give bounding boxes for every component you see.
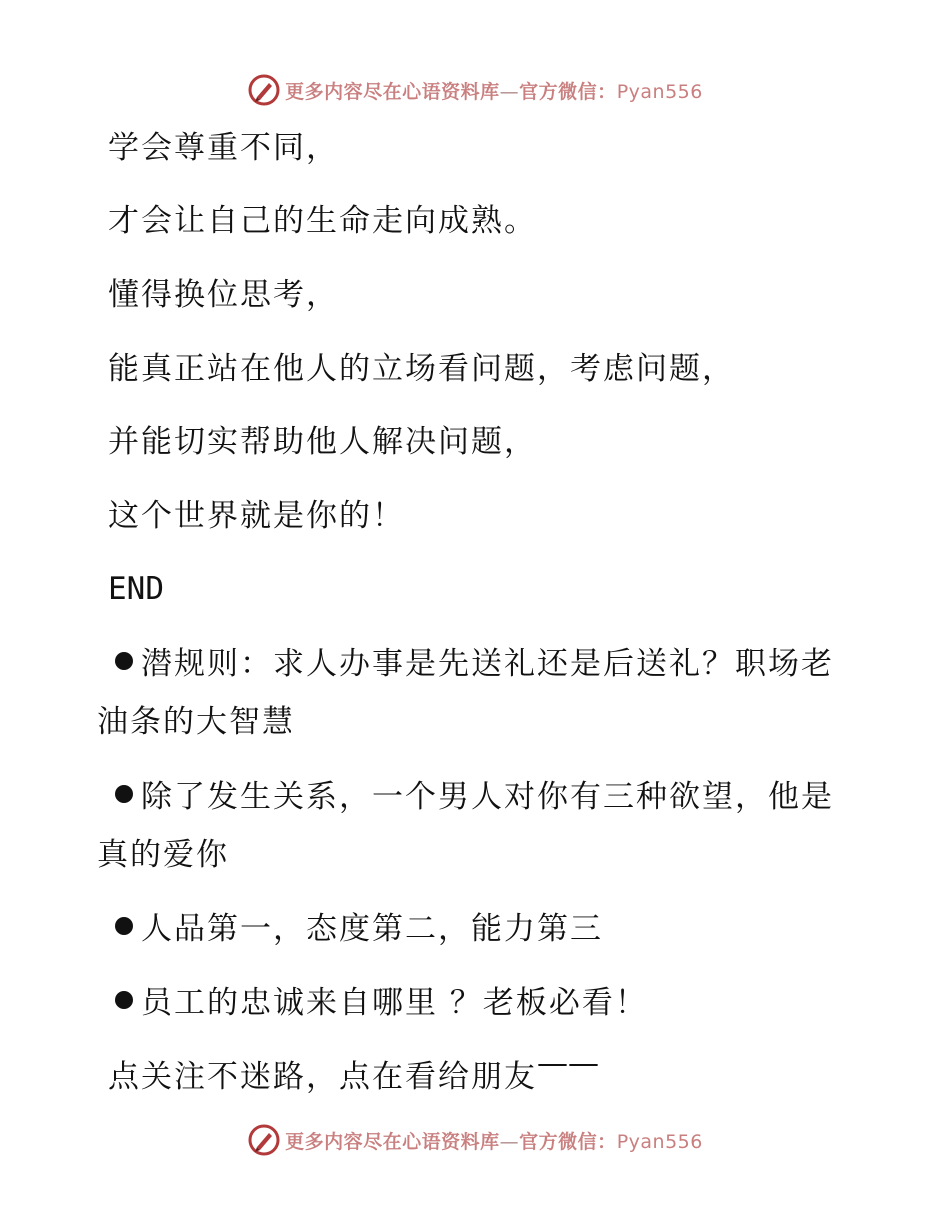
watermark-dash: — bbox=[499, 80, 520, 103]
watermark-brand: 更多内容尽在心语资料库 bbox=[285, 80, 500, 103]
pen-logo-icon bbox=[247, 73, 281, 107]
watermark-dash: — bbox=[499, 1130, 520, 1153]
watermark-text bbox=[285, 77, 703, 104]
header-watermark bbox=[0, 70, 950, 110]
related-article-title: 人品第一，态度第二，能力第三 bbox=[141, 911, 603, 947]
body-line: 才会让自己的生命走向成熟。 bbox=[108, 203, 537, 239]
bullet-icon bbox=[115, 991, 133, 1009]
follow-prompt-dash: —— bbox=[537, 1045, 599, 1081]
watermark-label: 官方微信： bbox=[519, 1130, 617, 1153]
related-article-title: 除了发生关系，一个男人对你有三种欲望，他是真的爱你 bbox=[97, 779, 834, 873]
body-line: 学会尊重不同， bbox=[108, 130, 339, 166]
related-article-title: 员工的忠诚来自哪里 ？老板必看！ bbox=[141, 985, 648, 1021]
body-line: 并能切实帮助他人解决问题， bbox=[108, 424, 537, 460]
watermark-wechat-id: Pyan556 bbox=[616, 80, 703, 103]
watermark-wechat-id: Pyan556 bbox=[616, 1130, 703, 1153]
watermark-brand: 更多内容尽在心语资料库 bbox=[285, 1130, 500, 1153]
footer-watermark bbox=[0, 1120, 950, 1160]
follow-prompt bbox=[108, 1045, 599, 1095]
related-article-link[interactable] bbox=[97, 974, 837, 1032]
end-marker: END bbox=[108, 571, 164, 607]
pen-logo-icon bbox=[247, 1123, 281, 1157]
related-article-link[interactable] bbox=[97, 900, 837, 958]
bullet-icon bbox=[115, 917, 133, 935]
bullet-icon bbox=[115, 652, 133, 670]
related-article-link[interactable] bbox=[97, 635, 837, 751]
body-line: 能真正站在他人的立场看问题，考虑问题， bbox=[108, 351, 735, 387]
body-line: 懂得换位思考， bbox=[108, 277, 339, 313]
related-article-title: 潜规则：求人办事是先送礼还是后送礼？职场老油条的大智慧 bbox=[97, 646, 834, 740]
follow-prompt-text: 点关注不迷路，点在看给朋友 bbox=[108, 1059, 537, 1095]
watermark-text bbox=[285, 1127, 703, 1154]
watermark-label: 官方微信： bbox=[519, 80, 617, 103]
body-line: 这个世界就是你的！ bbox=[108, 498, 405, 534]
related-article-link[interactable] bbox=[97, 768, 837, 884]
bullet-icon bbox=[115, 785, 133, 803]
